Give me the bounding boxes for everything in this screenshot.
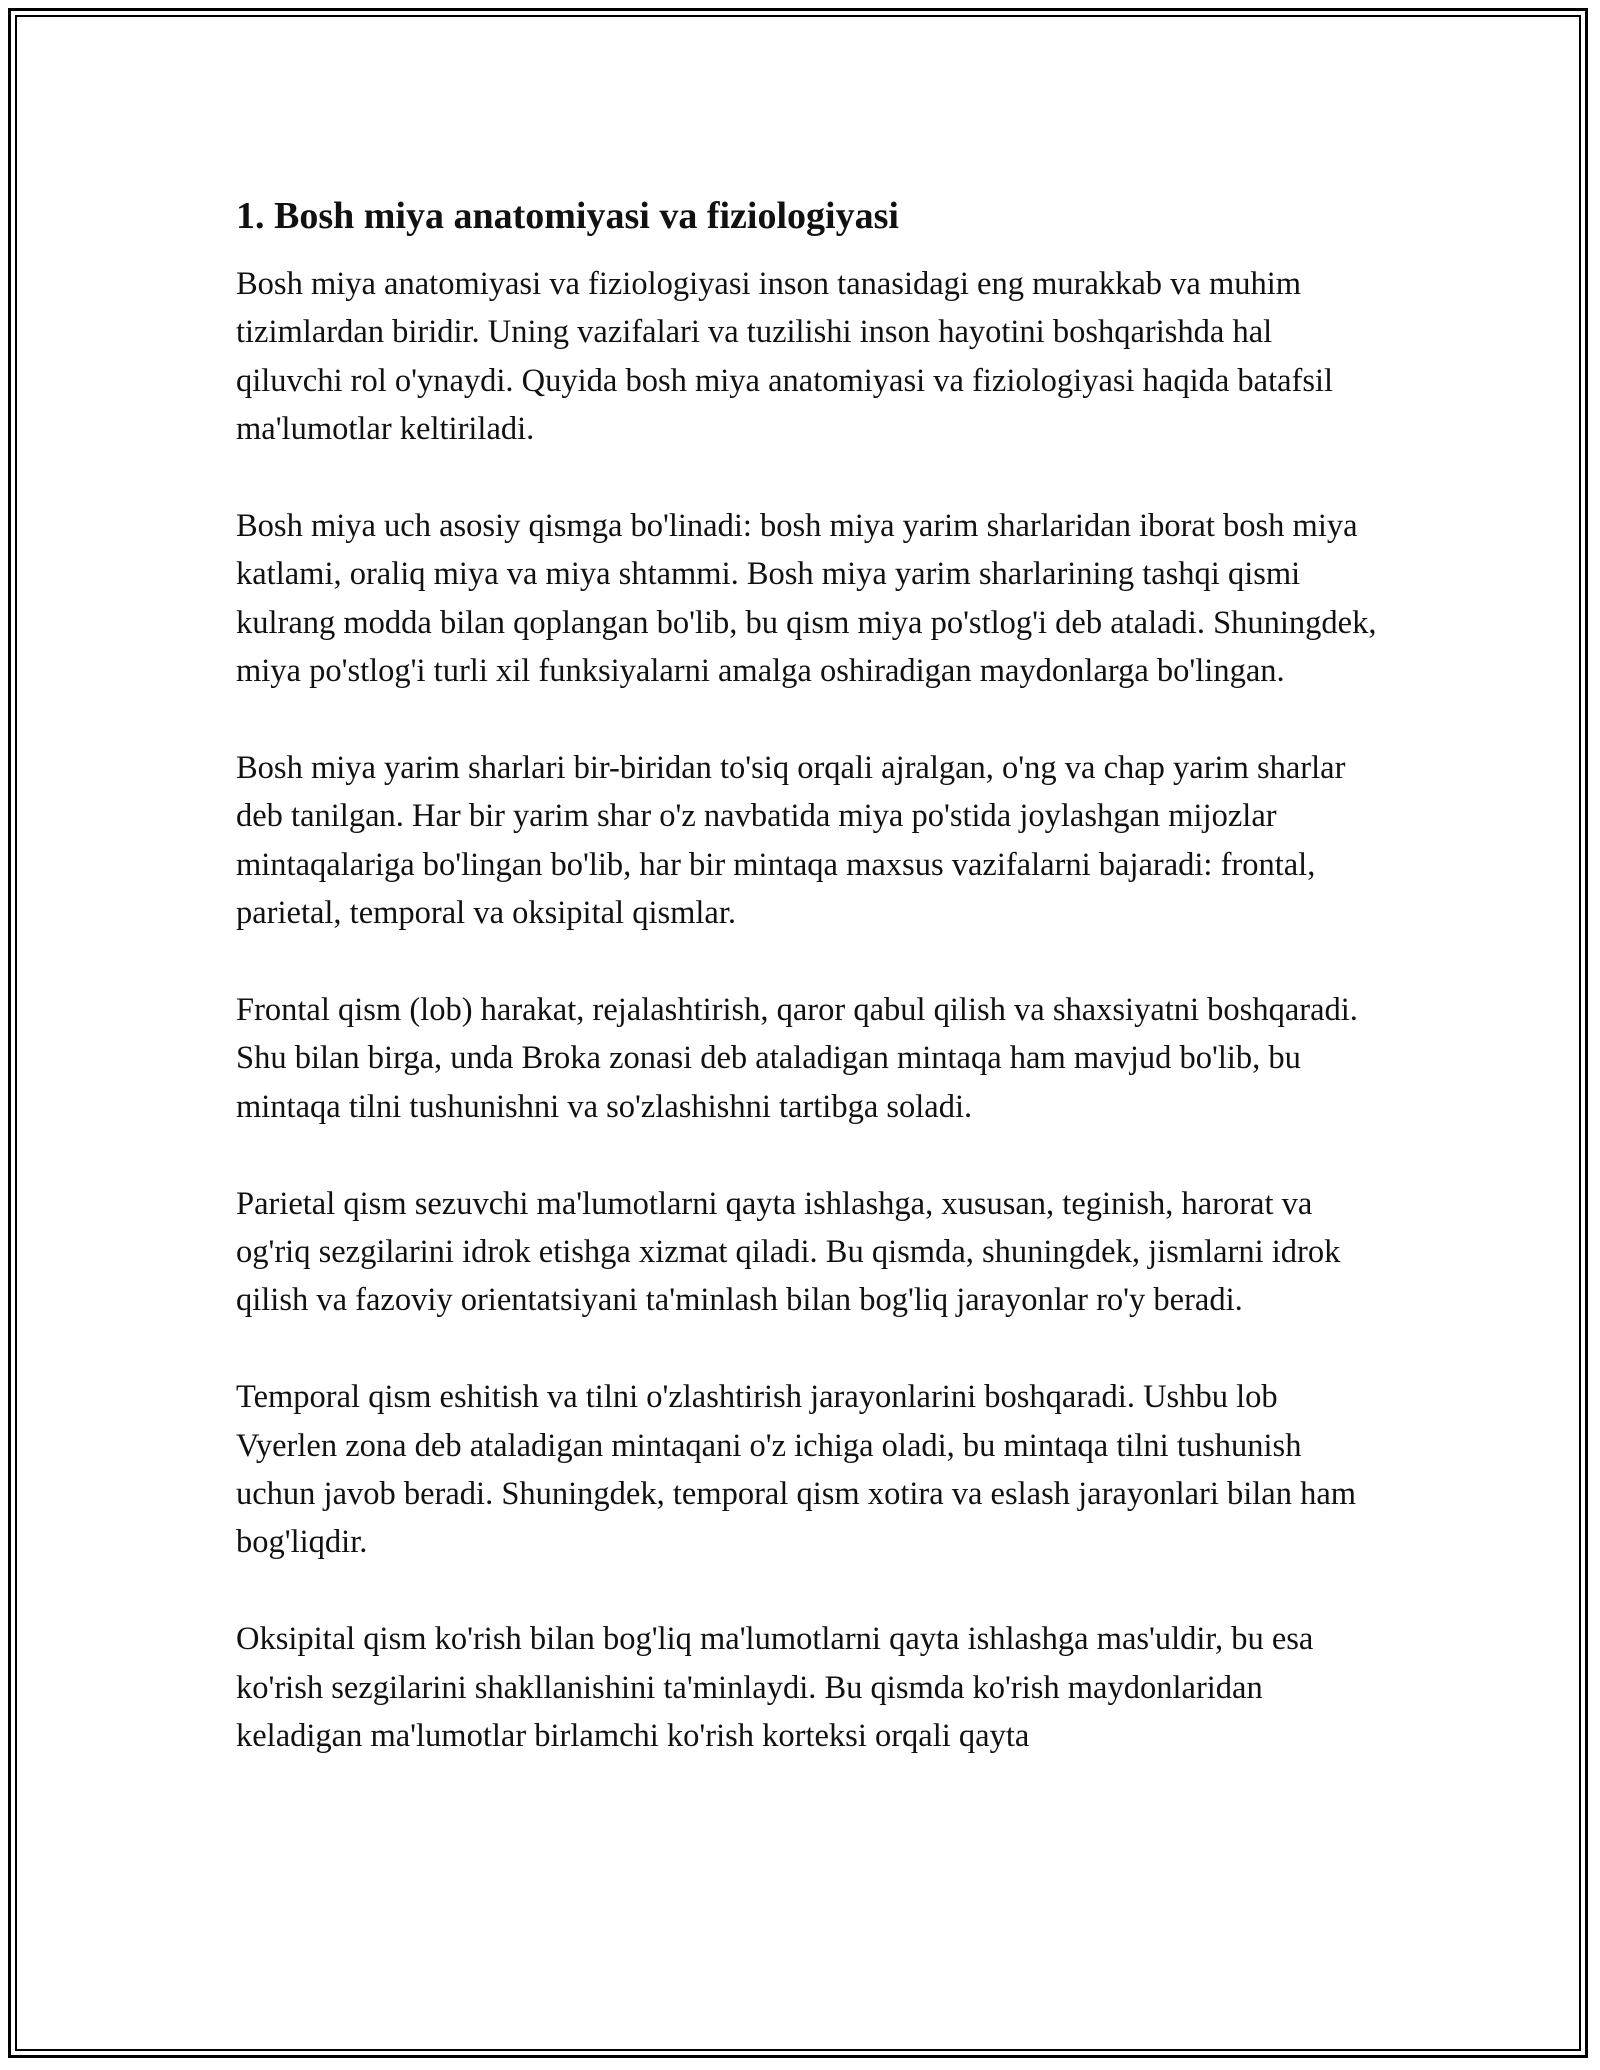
paragraph-parietal-lobe: Parietal qism sezuvchi ma'lumotlarni qayta ishlashga, xususan, teginish, harorat va og'riq sezgilarini idrok etishga xizmat qiladi. Bu qismda, shuningdek, jismlarni idrok qilish va fazoviy orientatsiyani ta'minlash bilan bog'liq jarayonlar ro'y beradi. bbox=[236, 1185, 1341, 1319]
paragraph-brain-parts: Bosh miya uch asosiy qismga bo'linadi: bosh miya yarim sharlaridan iborat bosh miya katlami, oraliq miya va miya shtammi. Bosh miya yarim sharlarining tashqi qismi kulrang modda bilan qoplangan bo'lib, bu qism miya po'stlog'i deb ataladi. Shuningdek, miya po'stlog'i turli xil funksiyalarni amalga oshiradigan maydonlarga bo'lingan. bbox=[236, 508, 1377, 690]
document-body bbox=[236, 190, 1386, 1809]
section-heading: 1. Bosh miya anatomiyasi va fiziologiyasi bbox=[236, 195, 899, 237]
paragraph-hemispheres: Bosh miya yarim sharlari bir-biridan to'siq orqali ajralgan, o'ng va chap yarim sharlar deb tanilgan. Har bir yarim shar o'z navbatida miya po'stida joylashgan mijozlar mintaqalariga bo'lingan bo'lib, har bir mintaqa maxsus vazifalarni bajaradi: frontal, parietal, temporal va oksipital qismlar. bbox=[236, 750, 1346, 932]
paragraph-occipital-lobe: Oksipital qism ko'rish bilan bog'liq ma'lumotlarni qayta ishlashga mas'uldir, bu esa ko'rish sezgilarini shakllanishini ta'minlaydi. Bu qismda ko'rish maydonlaridan keladigan ma'lumotlar birlamchi ko'rish korteksi orqali qayta bbox=[236, 1621, 1314, 1755]
paragraph-frontal-lobe: Frontal qism (lob) harakat, rejalashtirish, qaror qabul qilish va shaxsiyatni boshqaradi. Shu bilan birga, unda Broka zonasi deb ataladigan mintaqa ham mavjud bo'lib, bu mintaqa tilni tushunishni va so'zlashishni tartibga soladi. bbox=[236, 992, 1358, 1125]
paragraph-intro: Bosh miya anatomiyasi va fiziologiyasi inson tanasidagi eng murakkab va muhim tizimlardan biridir. Uning vazifalari va tuzilishi inson hayotini boshqarishda hal qiluvchi rol o'ynaydi. Quyida bosh miya anatomiyasi va fiziologiyasi haqida batafsil ma'lumotlar keltiriladi. bbox=[236, 266, 1334, 448]
paragraph-temporal-lobe: Temporal qism eshitish va tilni o'zlashtirish jarayonlarini boshqaradi. Ushbu lob Vyerlen zona deb ataladigan mintaqani o'z ichiga oladi, bu mintaqa tilni tushunish uchun javob beradi. Shuningdek, temporal qism xotira va eslash jarayonlari bilan ham bog'liqdir. bbox=[236, 1379, 1357, 1561]
